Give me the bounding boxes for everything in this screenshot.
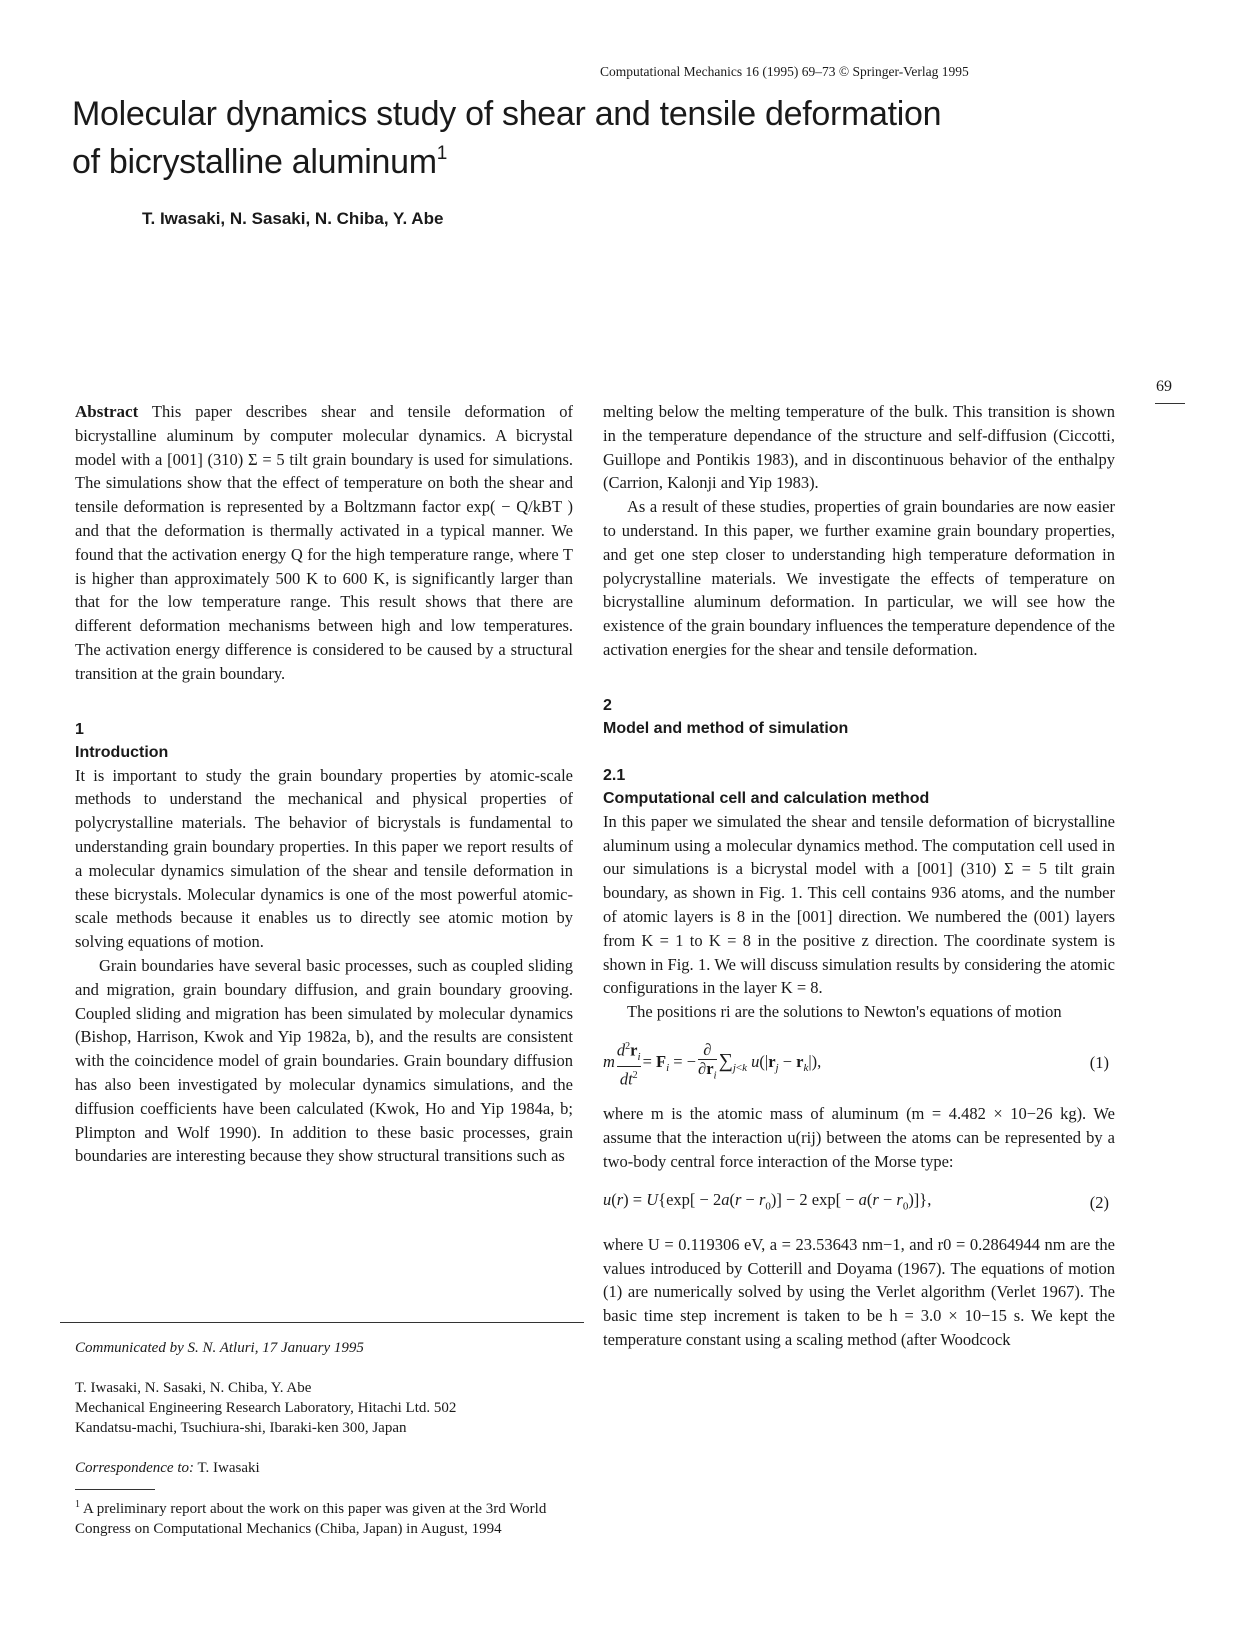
correspondence-label: Correspondence to: xyxy=(75,1460,195,1476)
communicated-note: Communicated by S. N. Atluri, 17 January 1995 xyxy=(75,1340,364,1356)
abstract xyxy=(75,400,573,686)
section-2-heading: Model and method of simulation xyxy=(603,719,849,737)
affiliation-block xyxy=(75,1378,580,1438)
model-paragraph-1: In this paper we simulated the shear and tensile deformation of bicrystalline aluminum using a molecular dynamics method. The computation cell used in our simulations is a bicrystal model with a [001] (310) Σ = 5 tilt grain boundary, as shown in Fig. 1. This cell contains 936 atoms, and the number of atomic layers is 8 in the [001] direction. We numbered the (001) layers from K = 1 to K = 8 in the positive z direction. The coordinate system is shown in Fig. 1. We will discuss simulation results by considering the atomic configurations in the layer K = 8. xyxy=(603,811,1115,998)
footnote-short-rule xyxy=(75,1489,155,1490)
equation-1 xyxy=(603,1038,1115,1088)
title-footnote-mark: 1 xyxy=(436,143,448,164)
affiliation-names: T. Iwasaki, N. Sasaki, N. Chiba, Y. Abe xyxy=(75,1380,312,1396)
affiliation-line-1: Mechanical Engineering Research Laboratory, Hitachi Ltd. 502 xyxy=(75,1400,457,1416)
journal-header: Computational Mechanics 16 (1995) 69–73 © Springer-Verlag 1995 xyxy=(600,64,969,79)
equation-2 xyxy=(603,1188,1115,1219)
model-paragraph-3: where m is the atomic mass of aluminum (m = 4.482 × 10−26 kg). We assume that the interaction u(rij) between the atoms can be represented by a two-body central force interaction of the Morse type: xyxy=(603,1104,1115,1171)
correspondence-name: T. Iwasaki xyxy=(197,1460,260,1476)
author-list: T. Iwasaki, N. Sasaki, N. Chiba, Y. Abe xyxy=(142,209,444,228)
section-2-number: 2 xyxy=(603,696,612,714)
model-paragraph-4: where U = 0.119306 eV, a = 23.53643 nm−1, and r0 = 0.2864944 nm are the values introduced by Cotterill and Doyama (1967). The equations of motion (1) are numerically solved by using the Verlet algorithm (Verlet 1967). The basic time step increment is taken to be h = 3.0 × 10−15 s. We kept the temperature constant using a scaling method (after Woodcock xyxy=(603,1234,1115,1349)
intro-paragraph-3: As a result of these studies, properties of grain boundaries are now easier to understand. In this paper, we further examine grain boundary properties, and get one step closer to understanding high temperature deformation in polycrystalline materials. We investigate the effects of temperature on bicrystalline aluminum deformation. In particular, we will see how the existence of the grain boundary influences the temperature dependence of the activation energies for the shear and tensile deformation. xyxy=(603,497,1115,659)
section-2-1-number: 2.1 xyxy=(603,766,626,784)
abstract-text: This paper describes shear and tensile deformation of bicrystalline aluminum by computer molecular dynamics. A bicrystal model with a [001] (310) Σ = 5 tilt grain boundary is used for simulations. The simulations show that the effect of temperature on both the shear and tensile deformation is represented by a Boltzmann factor exp( − Q/kBT ) and that the deformation is thermally activated in a typical manner. We found that the activation energy Q for the high temperature range, where T is higher than approximately 500 K to 600 K, is significantly larger than that for the low temperature range. This result shows that there are different deformation mechanisms between high and low temperatures. The activation energy difference is considered to be caused by a structural transition at the grain boundary. xyxy=(75,402,573,683)
page-number: 69 xyxy=(1156,378,1172,395)
equation-2-body: $u(r) = U\{\exp[ - 2a(r - r_0)] - 2$ $\exp[ - a(r - r_0)]$}, xyxy=(603,1189,932,1212)
left-column xyxy=(75,400,573,1168)
intro-paragraph-2: Grain boundaries have several basic processes, such as coupled sliding and migration, grain boundary diffusion, and grain boundary grooving. Coupled sliding and migration has been simulated by molecular dynamics (Bishop, Harrison, Kwok and Yip 1982a, b), and the results are consistent with the coincidence model of grain boundaries. Grain boundary diffusion has also been investigated by molecular dynamics simulations, and the diffusion coefficients have been calculated (Kwok, Ho and Yip 1984a, b; Plimpton and Wolf 1990). In addition to these basic processes, grain boundaries are interesting because they show structural transitions such as xyxy=(75,955,573,1166)
footnote-1 xyxy=(75,1495,585,1539)
equation-1-body: m $\frac{d^2r_i}{dt^2}$ = $F_i$ = − $\frac{\partial}{\partial r_i}$ $\sum_{j<k}$ $u(|r_j - r_k|)$, xyxy=(603,1038,821,1088)
equation-1-number: (1) xyxy=(1089,1053,1109,1073)
footnote-1-text: A preliminary report about the work on this paper was given at the 3rd World Congress on Computational Mechanics (Chiba, Japan) in August, 1994 xyxy=(75,1501,547,1537)
abstract-label: Abstract xyxy=(75,402,139,421)
paper-title-text: Molecular dynamics study of shear and tensile deformation of bicrystalline aluminum xyxy=(72,95,942,181)
footnote-area xyxy=(75,1338,580,1478)
right-column xyxy=(603,400,1115,1352)
affiliation-line-2: Kandatsu-machi, Tsuchiura-shi, Ibaraki-ken 300, Japan xyxy=(75,1420,407,1436)
footnote-1-mark: 1 xyxy=(75,1499,80,1510)
model-paragraph-2: The positions ri are the solutions to Newton's equations of motion xyxy=(627,1002,1062,1022)
paper-title xyxy=(72,90,972,186)
section-1-heading: Introduction xyxy=(75,743,169,761)
footnote-rule xyxy=(60,1322,584,1323)
page-number-rule xyxy=(1155,403,1185,404)
section-2-1-heading: Computational cell and calculation method xyxy=(603,789,930,807)
correspondence-note xyxy=(75,1458,580,1478)
equation-2-number: (2) xyxy=(1089,1193,1109,1213)
intro-paragraph-continued: melting below the melting temperature of the bulk. This transition is shown in the temperature dependance of the structure and self-diffusion (Ciccotti, Guillope and Pontikis 1983), and in discontinuous behavior of the enthalpy (Carrion, Kalonji and Yip 1983). xyxy=(603,402,1115,493)
section-1-number: 1 xyxy=(75,720,84,738)
intro-paragraph-1: It is important to study the grain boundary properties by atomic-scale methods to understand the mechanical and physical properties of polycrystalline materials. The behavior of bicrystals is fundamental to understanding grain boundary properties. In this paper we report results of a molecular dynamics simulation of the shear and tensile deformation in these bicrystals. Molecular dynamics is one of the most powerful atomic-scale methods because it enables us to directly see atomic motion by solving equations of motion. xyxy=(75,765,573,952)
